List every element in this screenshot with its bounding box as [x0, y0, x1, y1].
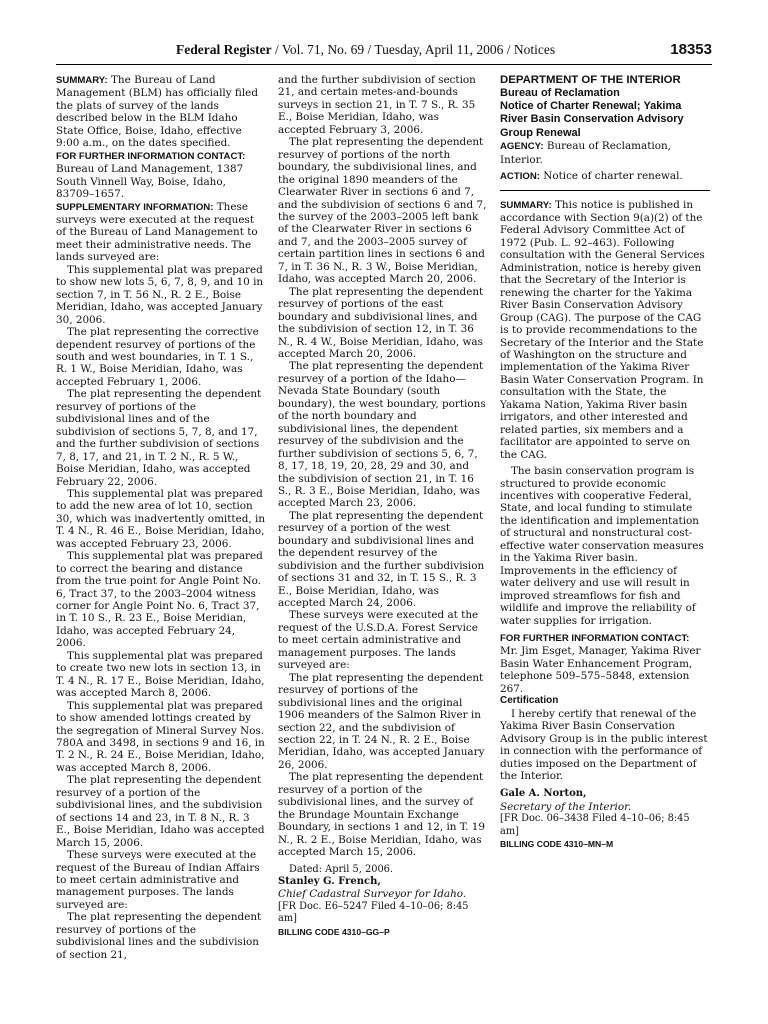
agency-label: AGENCY: [500, 141, 544, 153]
fr-doc-line: [FR Doc. 06–3438 Filed 4–10–06; 8:45 am] [500, 813, 690, 837]
plat-paragraph: The plat representing the dependent resurvey of a portion of the subdivisional lines, and the subdivision of sections 14 and 23, in T. 8 N., R. 3 E., Boise Meridian, Idaho was accepted March 15, 2006. [56, 774, 265, 849]
plat-paragraph: The plat representing the dependent resurvey of a portion of the subdivisional lines, and the survey of the Brundage Mountain Exchange Boundary, in sections 1 and 12, in T. 19 N., R. 2 E., Boise Meridian, Idaho, was accepted March 15, 2006. [278, 771, 486, 859]
plat-paragraph: This supplemental plat was prepared to create two new lots in section 13, in T. 4 N., R. 17 E., Boise Meridian, Idaho, was accepted March 8, 2006. [56, 649, 265, 700]
dated-line: Dated: April 5, 2006. [289, 863, 394, 875]
signer-title: Chief Cadastral Surveyor for Idaho. [278, 888, 467, 901]
section-rule [500, 190, 710, 191]
billing-code: BILLING CODE 4310–GG–P [278, 926, 390, 937]
signer-name: Gale A. Norton, [500, 788, 587, 800]
plat-paragraph: The plat representing the dependent resurvey of portions of the subdivisional lines and the original 1906 meanders of the Salmon River in section 22, and the subdivision of section 22, in T. 24 N., R. 2 E., Boise Meridian, Idaho, was accepted January 26, 2006. [278, 671, 485, 771]
signer-name: Stanley G. French, [278, 876, 381, 887]
plat-paragraph: This supplemental plat was prepared to show new lots 5, 6, 7, 8, 9, and 10 in section 7, in T. 56 N., R. 2 E., Boise Meridian, Idaho, was accepted January 30, 2006. [56, 263, 264, 326]
plat-paragraph: The plat representing the corrective dependent resurvey of portions of the south and west boundaries, in T. 1 S., R. 1 W., Boise Meridian, Idaho, was accepted February 1, 2006. [56, 326, 259, 388]
bureau-heading: Bureau of Reclamation [500, 87, 620, 99]
billing-code: BILLING CODE 4310–MN–M [500, 839, 614, 850]
plat-paragraph: The plat representing the dependent resurvey of a portion of the Idaho—Nevada State Boundary (south boundary), the west boundary, portions of the north boundary and subdivisional lines, the dependent resurvey of the subdivision and the further subdivision of sections 5, 6, 7, 8, 17, 18, 19, 20, 28, 29 and 30, and the subdivision of section 21, in T. 16 S., R. 3 E., Boise Meridian, Idaho, was accepted March 23, 2006. [278, 360, 486, 510]
notice-title: Notice of Charter Renewal; Yakima River Basin Conservation Advisory Group Renewal [500, 100, 684, 139]
plat-paragraph: This supplemental plat was prepared to correct the bearing and distance from the true point for Angle Point No. 6, Tract 37, to the 2003–2004 witness corner for Angle Point No. 6, Tract 37, in T. 10 S., R. 23 E., Boise Meridian, Idaho, was accepted February 24, 2006. [56, 550, 263, 650]
contact-label: FOR FURTHER INFORMATION CONTACT: [56, 150, 246, 162]
signer-title: Secretary of the Interior. [500, 800, 632, 813]
contact-label: FOR FURTHER INFORMATION CONTACT: [500, 632, 690, 644]
plat-paragraph: The plat representing the dependent resurvey of portions of the east boundary and subdivisional lines, and the subdivision of section 12, in T. 36 N., R. 4 W., Boise Meridian, Idaho, was accepted March 20, 2006. [278, 285, 484, 360]
agency-paragraph [500, 140, 710, 166]
page-header [56, 42, 712, 64]
plat-paragraph: The plat representing the dependent resurvey of portions of the north boundary, the subdivisional lines, and the original 1890 meanders of the Clearwater River in sections 6 and 7, and the subdivision of sections 6 and 7, the survey of the 2003–2005 left bank of the Clearwater River in sections 6 and 7, and the 2003–2005 survey of certain partition lines in sections 6 and 7, in T. 36 N., R. 3 W., Boise Meridian, Idaho, was accepted March 20, 2006. [278, 136, 487, 286]
action-label: ACTION: [500, 171, 540, 183]
action-text: Notice of charter renewal. [539, 170, 683, 183]
continued-paragraph: and the further subdivision of section 21, and certain metes-and-bounds surveys in section 21, in T. 7 S., R. 35 E., Boise Meridian, Idaho, was accepted February 3, 2006. [278, 74, 476, 136]
journal-name: Federal Register [176, 42, 272, 57]
plat-paragraph: The plat representing the dependent resurvey of a portion of the west boundary and subdivisional lines and the dependent resurvey of the subdivision and the further subdivision of sections 31 and 32, in T. 15 S., R. 3 E., Boise Meridian, Idaho, was accepted March 24, 2006. [278, 509, 485, 610]
plat-paragraph: The plat representing the dependent resurvey of portions of the subdivisional lines and of the subdivision of sections 5, 7, 8, and 17, and the further subdivision of sections 7, 8, 17, and 21, in T. 2 N., R. 5 W., Boise Meridian, Idaho, was accepted February 22, 2006. [56, 388, 262, 488]
contact-text: Bureau of Land Management, 1387 South Vinnell Way, Boise, Idaho, 83709–1657. [56, 163, 244, 201]
summary-text: The Bureau of Land Management (BLM) has officially filed the plats of survey of the lands described below in the BLM Idaho State Office, Boise, Idaho, effective 9:00 a.m., on the dates specified. [56, 74, 258, 150]
agency-text: Bureau of Reclamation, Interior. [500, 140, 671, 166]
summary-label: SUMMARY: [500, 199, 552, 211]
issue-details: / Vol. 71, No. 69 / Tuesday, April 11, 2006 / Notices [271, 42, 556, 57]
supplementary-text: These surveys were executed at the request of the Bureau of Land Management to meet their administrative needs. The lands surveyed are: [56, 200, 258, 264]
contact-paragraph [56, 150, 266, 163]
contact-paragraph [500, 632, 710, 695]
plat-paragraph: The plat representing the dependent resurvey of portions of the subdivisional lines and the subdivision of section 21, [56, 911, 262, 961]
column-1 [56, 74, 266, 961]
summary-label: SUMMARY: [56, 75, 108, 86]
summary-paragraph [500, 199, 710, 462]
plat-paragraph: This supplemental plat was prepared to show amended lottings created by the segregation of Mineral Survey Nos. 780A and 3498, in sections 9 and 16, in T. 2 N., R. 24 E., Boise Meridian, Idaho, was accepted March 8, 2006. [56, 699, 265, 774]
header-rule [56, 64, 712, 65]
fr-doc-line: [FR Doc. E6–5247 Filed 4–10–06; 8:45 am] [278, 900, 469, 925]
plat-paragraph: These surveys were executed at the request of the Bureau of Indian Affairs to meet certain administrative and management purposes. The lands surveyed are: [56, 849, 260, 911]
summary-text: This notice is published in accordance with Section 9(a)(2) of the Federal Advisory Committee Act of 1972 (Pub. L. 92–463). Following consultation with the General Services Administration, notice is hereby given that the Secretary of the Interior is renewing the charter for the Yakima River Basin Conservation Advisory Group (CAG). The purpose of the CAG is to provide recommendations to the Secretary of the Interior and the State of Washington on the structure and implementation of the Yakima River Basin Water Conservation Program. In consultation with the State, the Yakama Nation, Yakima River basin irrigators, and other interested and related parties, six members and a facilitator are appointed to serve on the CAG. [500, 198, 705, 461]
certification-text: I hereby certify that renewal of the Yakima River Basin Conservation Advisory Group is in the public interest in connection with the performance of duties imposed on the Department of the Interior. [500, 707, 708, 782]
column-3 [500, 74, 710, 851]
plat-paragraph: This supplemental plat was prepared to add the new area of lot 10, section 30, which was inadvertently omitted, in T. 4 N., R. 46 E., Boise Meridian, Idaho, was accepted February 23, 2006. [56, 487, 266, 550]
running-head [176, 42, 555, 58]
summary-paragraph [56, 74, 266, 150]
program-paragraph: The basin conservation program is structured to provide economic incentives with cooperative Federal, State, and local funding to stimulate the identification and implementation of structural and nonstructural cost-effective water conservation measures in the Yakima River basin. Improvements in the efficiency of water delivery and use will result in improved streamflows for fish and wildlife and improve the reliability of water supplies for irrigation. [500, 465, 704, 627]
supplementary-label: SUPPLEMENTARY INFORMATION: [56, 201, 214, 213]
supplementary-paragraph [56, 201, 266, 264]
department-heading: DEPARTMENT OF THE INTERIOR [500, 74, 681, 86]
certification-heading: Certification [500, 695, 559, 707]
plat-paragraph: These surveys were executed at the request of the U.S.D.A. Forest Service to meet certain administrative and management purposes. The lands surveyed are: [278, 609, 479, 672]
page-number: 18353 [670, 41, 712, 58]
column-2 [278, 74, 488, 938]
contact-text: Mr. Jim Esget, Manager, Yakima River Basin Water Enhancement Program, telephone 509–575–5848, extension 267. [500, 645, 701, 695]
action-paragraph [500, 170, 710, 183]
